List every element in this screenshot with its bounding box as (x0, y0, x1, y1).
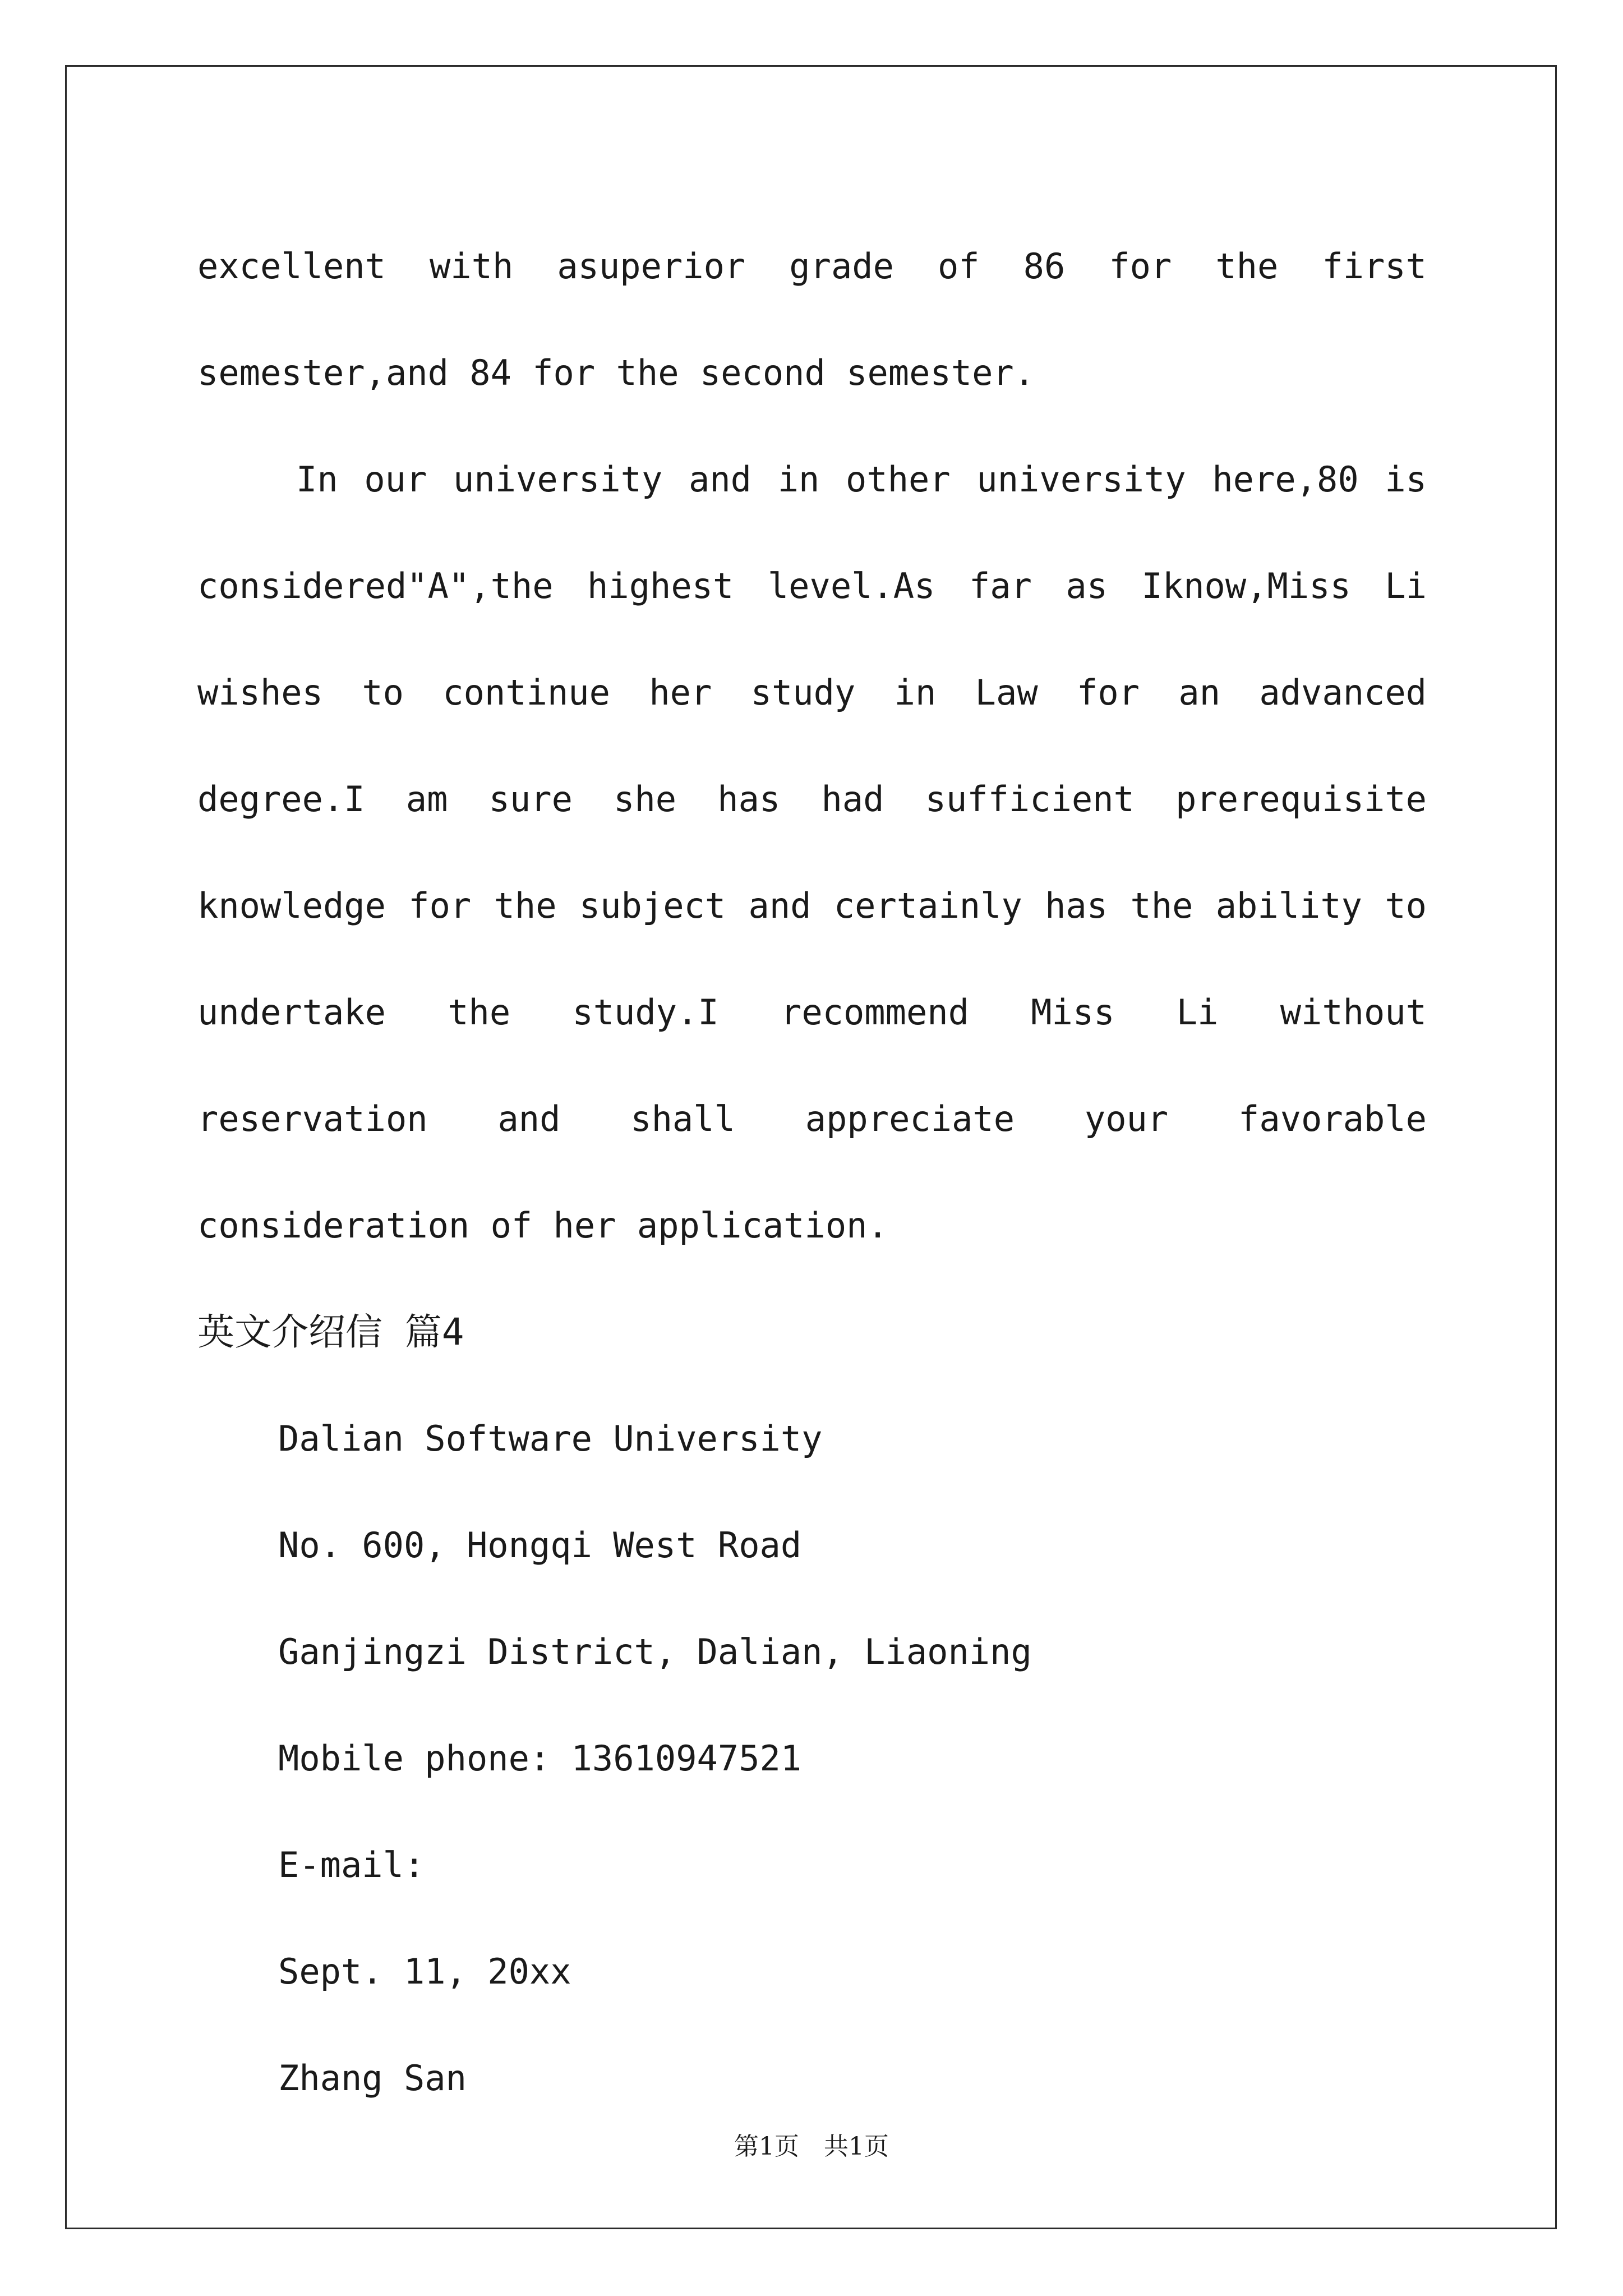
address-email: E-mail: (278, 1844, 425, 1885)
address-block (197, 1386, 1427, 2132)
paragraph-recommendation: In our university and in other university here,80 is considered"A",the highest level.As far as Iknow,Miss Li wishes to continue her study in Law for an advanced degree.I am sure she has had sufficient prerequisite knowledge for the subject and certainly has the ability to undertake the study.I recommend Miss Li without reservation and shall appreciate your favorable consideration of her application. (197, 459, 1427, 1246)
address-street: No. 600, Hongqi West Road (278, 1525, 802, 1566)
address-date: Sept. 11, 20xx (278, 1951, 571, 1992)
address-university: Dalian Software University (278, 1418, 823, 1459)
address-district: Ganjingzi District, Dalian, Liaoning (278, 1631, 1032, 1672)
section-heading: 英文介绍信 篇4 (197, 1310, 464, 1354)
address-mobile: Mobile phone: 13610947521 (278, 1738, 802, 1779)
paragraph-grades: excellent with asuperior grade of 86 for the first semester,and 84 for the second semester. (197, 246, 1427, 393)
page-number-footer: 第1页 共1页 (734, 2132, 889, 2161)
address-signature-name: Zhang San (278, 2058, 467, 2099)
document-body (197, 213, 1427, 2132)
